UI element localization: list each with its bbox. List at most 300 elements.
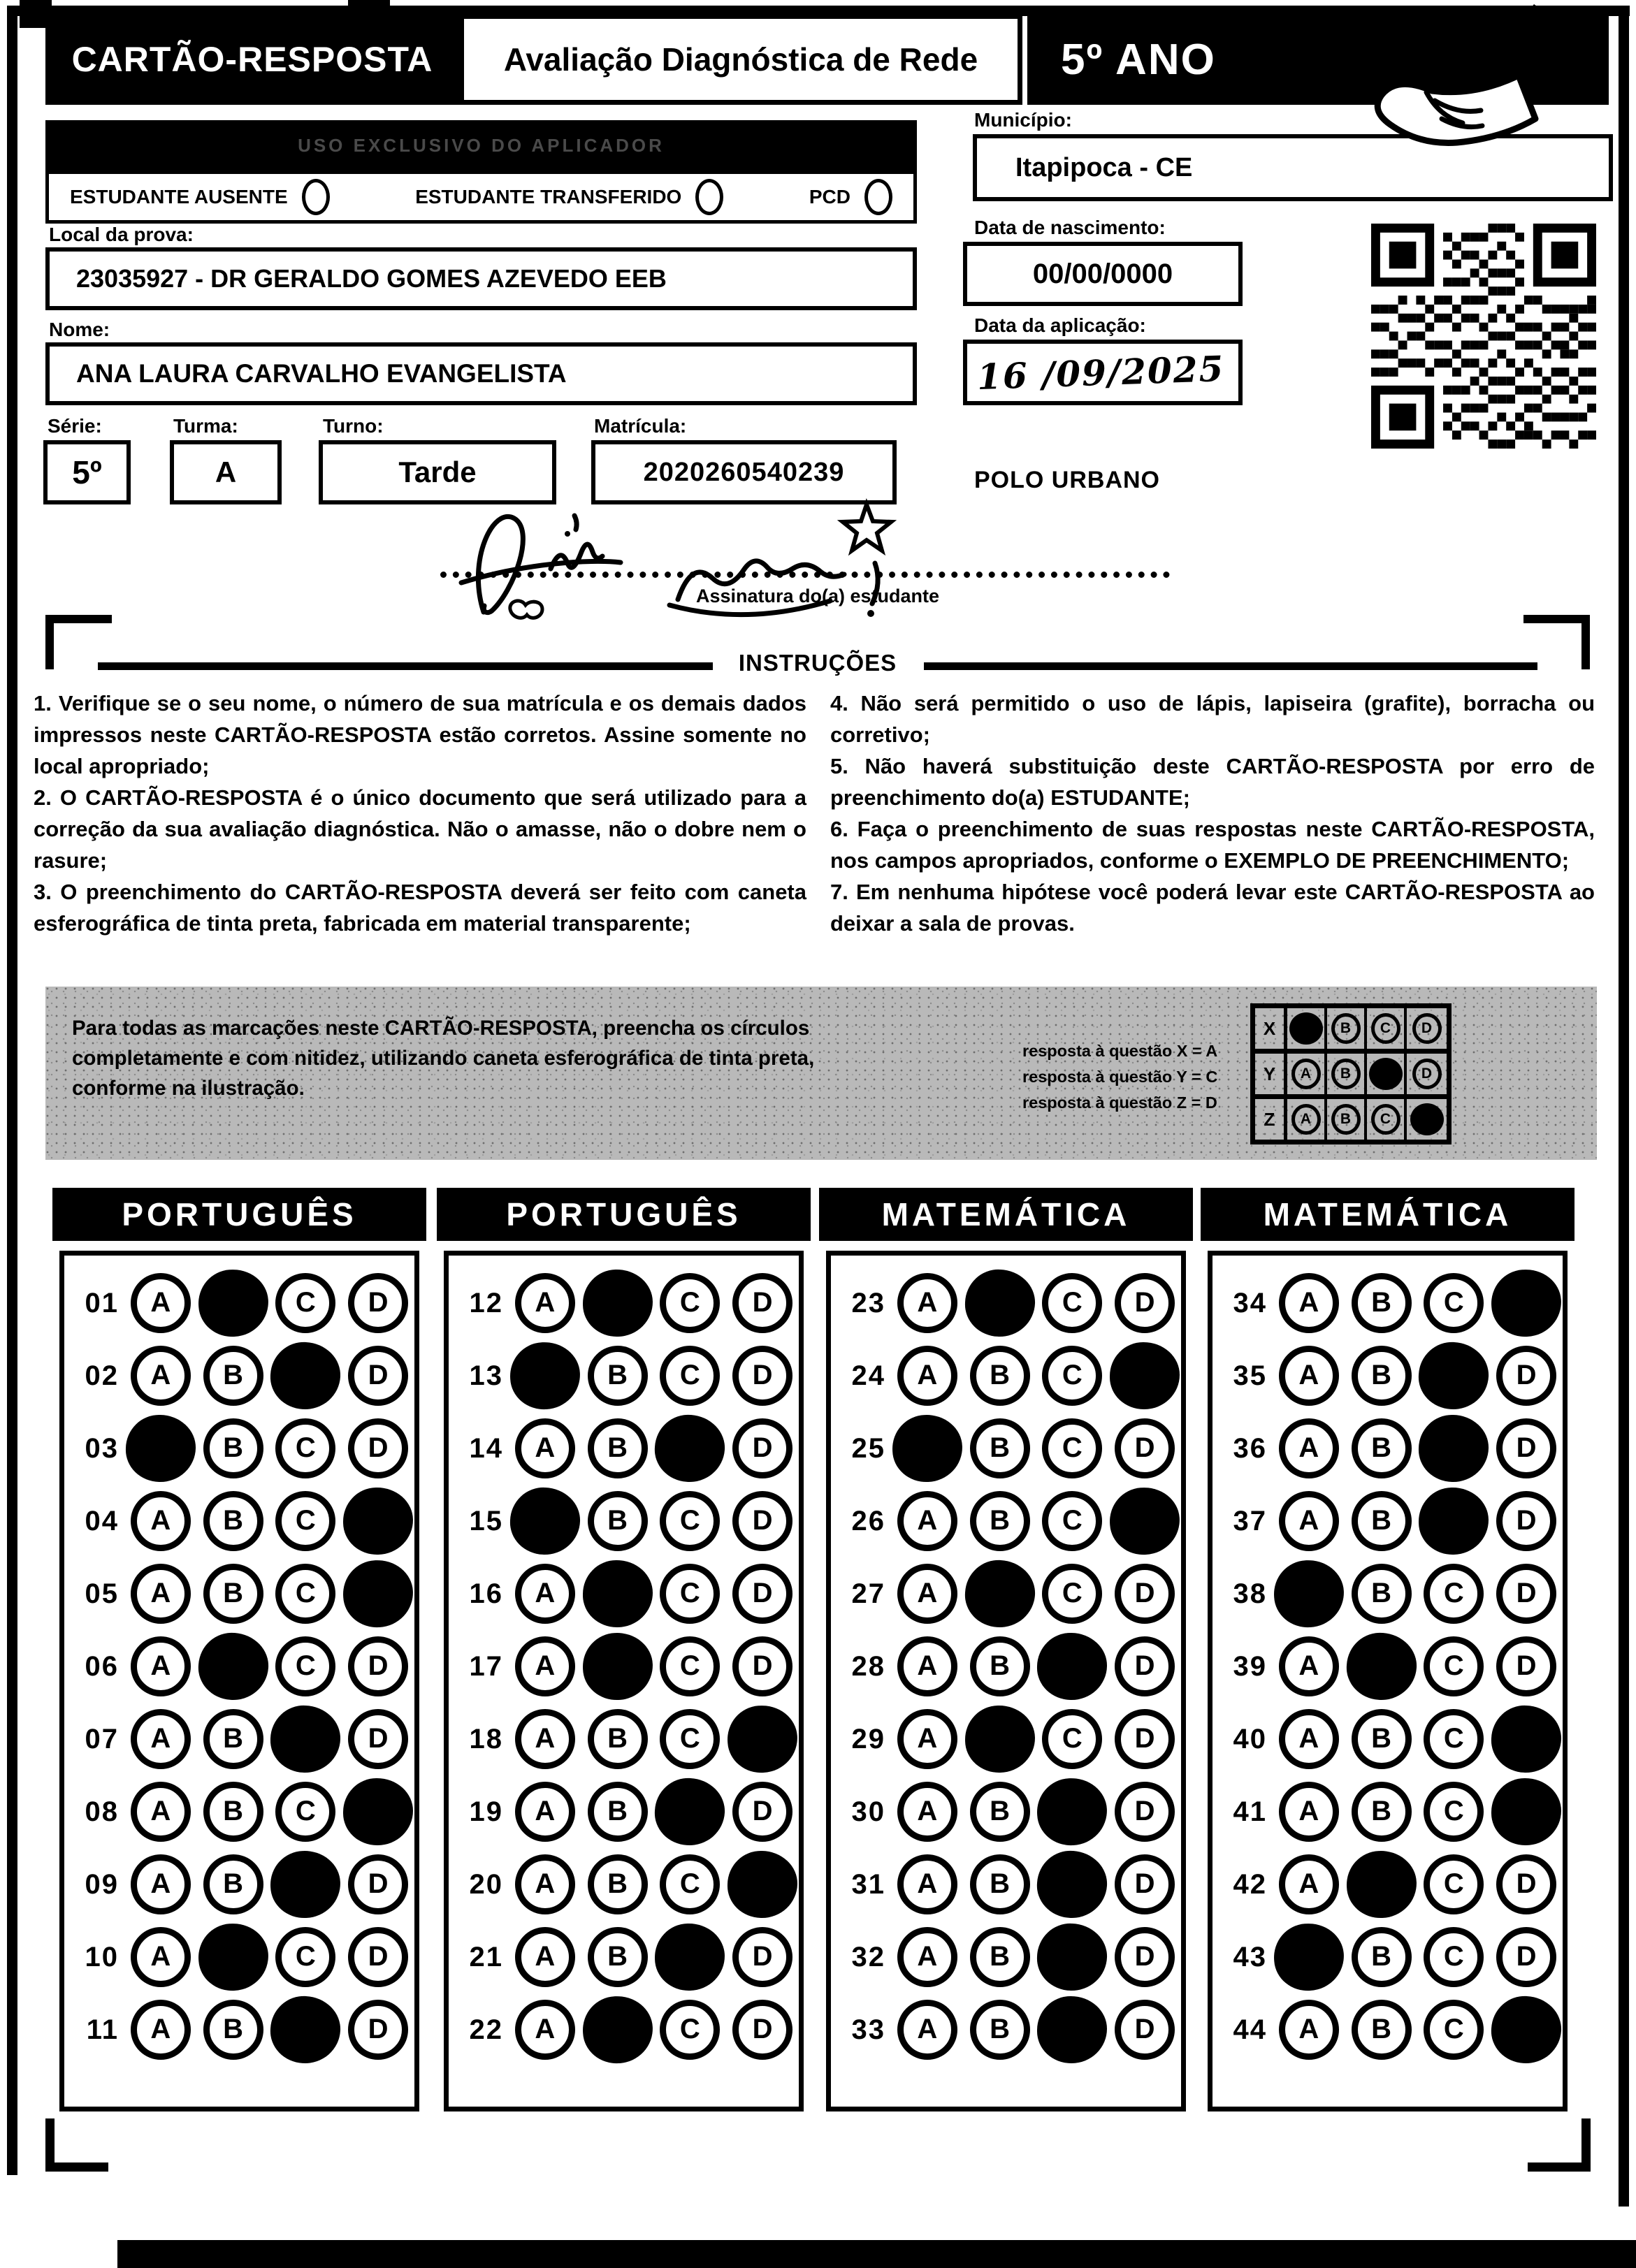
example-bubble-Z-C[interactable]: C [1371, 1104, 1400, 1135]
grade-label: 5º ANO [1061, 35, 1216, 84]
answer-bubble-25-C[interactable]: C [1042, 1418, 1102, 1478]
answer-box-4 [1208, 1251, 1568, 2111]
answer-bubble-36-B[interactable]: B [1352, 1418, 1412, 1478]
answer-bubble-13-B[interactable]: B [588, 1346, 648, 1406]
answer-bubble-12-A[interactable]: A [515, 1273, 575, 1333]
answer-bubble-03-B[interactable]: B [203, 1418, 263, 1478]
question-number: 40 [1233, 1723, 1267, 1754]
municipio-value: Itapipoca - CE [1015, 152, 1193, 182]
answer-bubble-42-C[interactable]: C [1424, 1854, 1484, 1914]
answer-bubble-05-B[interactable]: B [203, 1564, 263, 1624]
question-number: 09 [85, 1868, 119, 1900]
answer-bubble-35-C[interactable] [1417, 1340, 1491, 1411]
question-row [1212, 1412, 1563, 1485]
status-flag-circle[interactable] [695, 179, 723, 215]
instruction-item: 1. Verifique se o seu nome, o número de sua matrícula e os demais dados impressos neste CARTÃO-RESPOSTA estão corretos. Assine somente no local apropriado; [34, 691, 806, 778]
answer-bubble-33-C[interactable] [1037, 1996, 1107, 2063]
question-number: 36 [1233, 1432, 1267, 1464]
answer-bubble-10-D[interactable]: D [348, 1927, 408, 1987]
municipio-label: Município: [974, 109, 1072, 131]
answer-bubble-21-A[interactable]: A [515, 1927, 575, 1987]
answer-box-2 [444, 1251, 804, 2111]
answer-bubble-17-C[interactable]: C [660, 1636, 720, 1696]
assessment-name: Avaliação Diagnóstica de Rede [503, 41, 978, 78]
example-bubble-Y-C[interactable] [1369, 1058, 1403, 1090]
answer-bubble-04-A[interactable]: A [131, 1491, 191, 1551]
answer-bubble-20-D[interactable] [727, 1850, 798, 1919]
answer-bubble-44-C[interactable]: C [1424, 2000, 1484, 2060]
answer-bubble-12-D[interactable]: D [732, 1273, 792, 1333]
question-row [1212, 1267, 1563, 1339]
answer-bubble-31-B[interactable]: B [970, 1854, 1030, 1914]
answer-bubble-14-C[interactable] [653, 1413, 727, 1485]
example-legend-line: resposta à questão Z = D [1022, 1093, 1217, 1112]
answer-bubble-27-C[interactable]: C [1042, 1564, 1102, 1624]
answer-bubble-30-B[interactable]: B [970, 1782, 1030, 1842]
answer-bubble-24-C[interactable]: C [1042, 1346, 1102, 1406]
answer-bubble-41-C[interactable]: C [1424, 1782, 1484, 1842]
example-bubble-X-A[interactable] [1289, 1012, 1323, 1045]
answer-bubble-29-A[interactable]: A [897, 1709, 957, 1769]
answer-bubble-40-B[interactable]: B [1352, 1709, 1412, 1769]
question-number: 25 [851, 1432, 885, 1464]
turma-value: A [215, 456, 237, 488]
answer-bubble-37-C[interactable] [1419, 1487, 1490, 1555]
question-number: 05 [85, 1578, 119, 1609]
answer-bubble-16-A[interactable]: A [515, 1564, 575, 1624]
answer-bubble-18-D[interactable] [725, 1703, 799, 1775]
answer-bubble-02-A[interactable]: A [131, 1346, 191, 1406]
serie-value: 5º [72, 454, 102, 490]
answer-bubble-23-D[interactable]: D [1115, 1273, 1175, 1333]
answer-bubble-07-C[interactable] [270, 1704, 342, 1773]
answer-bubble-24-D[interactable] [1110, 1342, 1180, 1409]
answer-bubble-16-B[interactable] [583, 1560, 653, 1627]
answer-bubble-04-B[interactable]: B [203, 1491, 263, 1551]
answer-bubble-22-D[interactable]: D [732, 2000, 792, 2060]
question-row [831, 1630, 1181, 1703]
answer-bubble-17-A[interactable]: A [515, 1636, 575, 1696]
answer-bubble-05-C[interactable]: C [275, 1564, 335, 1624]
answer-bubble-38-C[interactable]: C [1424, 1564, 1484, 1624]
example-legend [1022, 1038, 1217, 1116]
registration-bracket-bottom-right [1528, 2118, 1591, 2172]
answer-bubble-01-C[interactable]: C [275, 1273, 335, 1333]
nome-field [45, 342, 917, 405]
answer-bubble-44-D[interactable] [1490, 1994, 1563, 2065]
question-number: 27 [851, 1578, 885, 1609]
answer-bubble-02-B[interactable]: B [203, 1346, 263, 1406]
answer-bubble-15-C[interactable]: C [660, 1491, 720, 1551]
answer-bubble-38-D[interactable]: D [1496, 1564, 1556, 1624]
answer-bubble-34-C[interactable]: C [1424, 1273, 1484, 1333]
answer-bubble-29-D[interactable]: D [1115, 1709, 1175, 1769]
answer-bubble-07-D[interactable]: D [348, 1709, 408, 1769]
answer-bubble-25-B[interactable]: B [970, 1418, 1030, 1478]
answer-bubble-19-B[interactable]: B [588, 1782, 648, 1842]
answer-bubble-22-B[interactable] [581, 1994, 654, 2065]
nascimento-label: Data de nascimento: [974, 217, 1166, 238]
answer-bubble-06-A[interactable]: A [131, 1636, 191, 1696]
matricula-value: 2020260540239 [643, 457, 845, 487]
instructions-title: INSTRUÇÕES [738, 650, 897, 676]
answer-bubble-23-A[interactable]: A [897, 1273, 957, 1333]
instruction-item: 7. Em nenhuma hipótese você poderá levar este CARTÃO-RESPOSTA ao deixar a sala de provas. [830, 880, 1595, 936]
turno-label: Turno: [323, 415, 384, 437]
answer-bubble-13-D[interactable]: D [732, 1346, 792, 1406]
answer-bubble-32-C[interactable] [1036, 1922, 1108, 1991]
answer-bubble-43-B[interactable]: B [1352, 1927, 1412, 1987]
answer-bubble-07-A[interactable]: A [131, 1709, 191, 1769]
aplicacao-handwritten-value: 16 /09/2025 [976, 347, 1226, 398]
example-bubble-Y-B[interactable]: B [1331, 1059, 1361, 1089]
answer-bubble-11-C[interactable] [269, 1994, 342, 2065]
question-number: 30 [851, 1796, 885, 1827]
question-number: 18 [469, 1723, 503, 1754]
example-row-label: Y [1255, 1054, 1287, 1094]
answer-bubble-24-B[interactable]: B [970, 1346, 1030, 1406]
answer-bubble-03-D[interactable]: D [348, 1418, 408, 1478]
question-number: 20 [469, 1868, 503, 1900]
answer-bubble-20-A[interactable]: A [515, 1854, 575, 1914]
section-title-4 [1201, 1188, 1575, 1241]
answer-bubble-14-D[interactable]: D [732, 1418, 792, 1478]
answer-bubble-16-C[interactable]: C [660, 1564, 720, 1624]
question-row [831, 1921, 1181, 1993]
question-number: 24 [851, 1360, 885, 1391]
answer-bubble-40-D[interactable] [1490, 1704, 1562, 1773]
answer-bubble-04-D[interactable] [342, 1487, 414, 1555]
answer-bubble-01-A[interactable]: A [131, 1273, 191, 1333]
question-row [64, 1848, 414, 1921]
answer-bubble-36-C[interactable] [1419, 1414, 1490, 1483]
answer-bubble-23-B[interactable] [964, 1268, 1036, 1337]
example-row-label: Z [1255, 1099, 1287, 1140]
question-number: 21 [469, 1941, 503, 1972]
question-row [64, 1267, 414, 1339]
answer-bubble-23-C[interactable]: C [1042, 1273, 1102, 1333]
signature-line [440, 572, 1170, 578]
registration-tick-top [348, 0, 390, 8]
answer-bubble-42-A[interactable]: A [1279, 1854, 1339, 1914]
section-title-3 [819, 1188, 1193, 1241]
question-row [64, 1557, 414, 1630]
local-prova-label: Local da prova: [49, 224, 194, 245]
answer-bubble-19-C[interactable] [653, 1776, 727, 1847]
answer-bubble-28-A[interactable]: A [897, 1636, 957, 1696]
example-bubble-Y-A[interactable]: A [1291, 1059, 1321, 1089]
frame-right [1619, 6, 1629, 2207]
example-row-label: X [1255, 1008, 1287, 1049]
answer-bubble-29-B[interactable] [964, 1705, 1036, 1773]
answer-bubble-30-C[interactable] [1036, 1776, 1109, 1847]
question-number: 44 [1233, 2014, 1267, 2045]
answer-bubble-08-A[interactable]: A [131, 1782, 191, 1842]
answer-bubble-11-D[interactable]: D [348, 2000, 408, 2060]
answer-bubble-41-A[interactable]: A [1279, 1782, 1339, 1842]
answer-bubble-28-C[interactable] [1037, 1632, 1108, 1701]
answer-bubble-06-C[interactable]: C [275, 1636, 335, 1696]
answer-bubble-33-D[interactable]: D [1115, 2000, 1175, 2060]
answer-bubble-20-B[interactable]: B [588, 1854, 648, 1914]
question-row [449, 1557, 799, 1630]
answer-bubble-26-D[interactable] [1108, 1485, 1182, 1557]
frame-left [7, 6, 17, 2175]
answer-bubble-03-A[interactable] [125, 1414, 196, 1483]
answer-bubble-35-A[interactable]: A [1279, 1346, 1339, 1406]
answer-bubble-13-A[interactable] [508, 1340, 581, 1411]
answer-bubble-06-B[interactable] [196, 1631, 270, 1703]
question-number: 07 [85, 1723, 119, 1754]
question-row [831, 1412, 1181, 1485]
question-number: 35 [1233, 1360, 1267, 1391]
answer-bubble-26-C[interactable]: C [1042, 1491, 1102, 1551]
answer-bubble-44-B[interactable]: B [1352, 2000, 1412, 2060]
answer-bubble-27-A[interactable]: A [897, 1564, 957, 1624]
answer-bubble-06-D[interactable]: D [348, 1636, 408, 1696]
question-row [831, 1848, 1181, 1921]
example-legend-line: resposta à questão Y = C [1022, 1068, 1218, 1086]
question-row [64, 1775, 414, 1848]
answer-bubble-37-B[interactable]: B [1352, 1491, 1412, 1551]
answer-bubble-19-D[interactable]: D [732, 1782, 792, 1842]
question-row [831, 1485, 1181, 1557]
answer-bubble-18-B[interactable]: B [588, 1709, 648, 1769]
answer-bubble-33-B[interactable]: B [970, 2000, 1030, 2060]
instructions-col-left [34, 688, 806, 939]
question-row [64, 1339, 414, 1412]
question-number: 43 [1233, 1941, 1267, 1972]
answer-bubble-10-C[interactable]: C [275, 1927, 335, 1987]
example-bubble-Y-D[interactable]: D [1412, 1059, 1442, 1089]
question-number: 08 [85, 1796, 119, 1827]
nome-label: Nome: [49, 319, 110, 340]
answer-bubble-18-C[interactable]: C [660, 1709, 720, 1769]
answer-bubble-12-B[interactable] [582, 1269, 653, 1337]
answer-bubble-33-A[interactable]: A [897, 2000, 957, 2060]
instructions-rule-left [98, 662, 713, 670]
answer-bubble-17-B[interactable] [581, 1631, 653, 1701]
example-bubble-Z-D[interactable] [1410, 1103, 1444, 1135]
answer-bubble-34-A[interactable]: A [1279, 1273, 1339, 1333]
answer-bubble-41-D[interactable] [1491, 1778, 1561, 1845]
answer-bubble-31-C[interactable] [1035, 1849, 1109, 1921]
answer-bubble-31-D[interactable]: D [1115, 1854, 1175, 1914]
answer-bubble-37-D[interactable]: D [1496, 1491, 1556, 1551]
answer-bubble-40-A[interactable]: A [1279, 1709, 1339, 1769]
turno-value: Tarde [398, 456, 477, 488]
answer-bubble-02-C[interactable] [269, 1340, 342, 1411]
answer-bubble-35-B[interactable]: B [1352, 1346, 1412, 1406]
answer-bubble-18-A[interactable]: A [515, 1709, 575, 1769]
answer-bubble-11-A[interactable]: A [131, 2000, 191, 2060]
example-legend-line: resposta à questão X = A [1022, 1042, 1218, 1060]
question-number: 41 [1233, 1796, 1267, 1827]
answer-bubble-10-B[interactable] [196, 1921, 270, 1993]
answer-bubble-36-D[interactable]: D [1496, 1418, 1556, 1478]
question-row [831, 1557, 1181, 1630]
answer-bubble-15-D[interactable]: D [732, 1491, 792, 1551]
question-row [64, 1412, 414, 1485]
turma-field [170, 440, 282, 504]
answer-bubble-15-B[interactable]: B [588, 1491, 648, 1551]
answer-bubble-20-C[interactable]: C [660, 1854, 720, 1914]
answer-bubble-14-A[interactable]: A [515, 1418, 575, 1478]
answer-bubble-09-A[interactable]: A [131, 1854, 191, 1914]
answer-bubble-21-B[interactable]: B [588, 1927, 648, 1987]
turma-label: Turma: [173, 415, 238, 437]
example-bubble-X-D[interactable]: D [1412, 1013, 1442, 1044]
answer-bubble-09-B[interactable]: B [203, 1854, 263, 1914]
answer-bubble-25-A[interactable] [891, 1413, 963, 1483]
answer-bubble-10-A[interactable]: A [131, 1927, 191, 1987]
status-flags-row [45, 170, 917, 224]
question-number: 33 [851, 2014, 885, 2045]
answer-bubble-12-C[interactable]: C [660, 1273, 720, 1333]
question-row [831, 1993, 1181, 2066]
answer-bubble-43-C[interactable]: C [1424, 1927, 1484, 1987]
question-row [449, 1412, 799, 1485]
answer-bubble-44-A[interactable]: A [1279, 2000, 1339, 2060]
question-row [831, 1703, 1181, 1775]
serie-field [43, 440, 131, 504]
answer-bubble-15-A[interactable] [509, 1486, 581, 1555]
question-number: 19 [469, 1796, 503, 1827]
question-number: 34 [1233, 1287, 1267, 1318]
fill-example-box [45, 987, 1597, 1160]
status-flag-circle[interactable] [864, 179, 892, 215]
answer-bubble-25-D[interactable]: D [1115, 1418, 1175, 1478]
answer-bubble-11-B[interactable]: B [203, 2000, 263, 2060]
answer-bubble-13-C[interactable]: C [660, 1346, 720, 1406]
example-grid-row [1255, 1054, 1447, 1099]
instruction-item: 6. Faça o preenchimento de suas respostas neste CARTÃO-RESPOSTA, nos campos apropriados, conforme o EXEMPLO DE PREENCHIMENTO; [830, 817, 1595, 873]
section-title-label: MATEMÁTICA [881, 1196, 1131, 1233]
instructions-col-right [830, 688, 1595, 939]
answer-bubble-38-A[interactable] [1272, 1558, 1345, 1629]
example-bubble-Z-A[interactable]: A [1291, 1104, 1321, 1135]
question-number: 32 [851, 1941, 885, 1972]
question-number: 29 [851, 1723, 885, 1754]
answer-bubble-19-A[interactable]: A [515, 1782, 575, 1842]
answer-bubble-32-B[interactable]: B [970, 1927, 1030, 1987]
answer-bubble-24-A[interactable]: A [897, 1346, 957, 1406]
answer-bubble-17-D[interactable]: D [732, 1636, 792, 1696]
status-flag [70, 179, 330, 215]
answer-bubble-26-A[interactable]: A [897, 1491, 957, 1551]
answer-bubble-28-D[interactable]: D [1115, 1636, 1175, 1696]
answer-bubble-08-B[interactable]: B [203, 1782, 263, 1842]
answer-bubble-14-B[interactable]: B [588, 1418, 648, 1478]
answer-bubble-29-C[interactable]: C [1042, 1709, 1102, 1769]
answer-bubble-27-D[interactable]: D [1115, 1564, 1175, 1624]
answer-bubble-32-D[interactable]: D [1115, 1927, 1175, 1987]
answer-bubble-27-B[interactable] [963, 1558, 1036, 1629]
instruction-item: 2. O CARTÃO-RESPOSTA é o único documento que será utilizado para a correção da sua avaliação diagnóstica. Não o amasse, não o dobre nem o rasure; [34, 785, 806, 873]
answer-bubble-07-B[interactable]: B [203, 1709, 263, 1769]
answer-bubble-37-A[interactable]: A [1279, 1491, 1339, 1551]
answer-bubble-08-C[interactable]: C [275, 1782, 335, 1842]
example-bubble-Z-B[interactable]: B [1331, 1104, 1361, 1135]
answer-bubble-42-B[interactable] [1345, 1849, 1417, 1919]
answer-bubble-05-A[interactable]: A [131, 1564, 191, 1624]
answer-bubble-09-D[interactable]: D [348, 1854, 408, 1914]
question-number: 14 [469, 1432, 503, 1464]
answer-bubble-35-D[interactable]: D [1496, 1346, 1556, 1406]
answer-bubble-38-B[interactable]: B [1352, 1564, 1412, 1624]
answer-bubble-01-B[interactable] [196, 1267, 270, 1339]
question-row [1212, 1921, 1563, 1993]
answer-bubble-05-D[interactable] [342, 1558, 415, 1629]
answer-bubble-21-C[interactable] [655, 1923, 726, 1991]
answer-bubble-04-C[interactable]: C [275, 1491, 335, 1551]
aplicacao-field [963, 340, 1243, 405]
question-number: 12 [469, 1287, 503, 1318]
answer-bubble-39-B[interactable] [1344, 1631, 1418, 1703]
answer-bubble-21-D[interactable]: D [732, 1927, 792, 1987]
status-flag [809, 179, 892, 215]
answer-bubble-43-A[interactable] [1272, 1921, 1346, 1993]
answer-bubble-22-C[interactable]: C [660, 2000, 720, 2060]
example-bubble-X-C[interactable]: C [1371, 1013, 1400, 1044]
answer-bubble-39-D[interactable]: D [1496, 1636, 1556, 1696]
question-number: 38 [1233, 1578, 1267, 1609]
answer-bubble-32-A[interactable]: A [897, 1927, 957, 1987]
status-flag-label: ESTUDANTE TRANSFERIDO [415, 186, 682, 208]
answer-bubble-16-D[interactable]: D [732, 1564, 792, 1624]
question-row [1212, 1775, 1563, 1848]
question-row [1212, 1630, 1563, 1703]
status-flag-label: PCD [809, 186, 850, 208]
answer-bubble-34-D[interactable] [1489, 1267, 1563, 1339]
answer-bubble-42-D[interactable]: D [1496, 1854, 1556, 1914]
answer-box-1 [59, 1251, 419, 2111]
answer-bubble-03-C[interactable]: C [275, 1418, 335, 1478]
question-number: 10 [85, 1941, 119, 1972]
scan-edge-bar [117, 2240, 1636, 2268]
answer-bubble-26-B[interactable]: B [970, 1491, 1030, 1551]
question-row [64, 1921, 414, 1993]
question-row [64, 1993, 414, 2066]
status-flag-circle[interactable] [302, 179, 330, 215]
answer-bubble-08-D[interactable] [343, 1778, 413, 1845]
answer-bubble-31-A[interactable]: A [897, 1854, 957, 1914]
answer-bubble-30-A[interactable]: A [897, 1782, 957, 1842]
example-bubble-X-B[interactable]: B [1331, 1013, 1361, 1044]
answer-bubble-43-D[interactable]: D [1496, 1927, 1556, 1987]
answer-bubble-41-B[interactable]: B [1352, 1782, 1412, 1842]
answer-bubble-39-C[interactable]: C [1424, 1636, 1484, 1696]
question-row [449, 1339, 799, 1412]
answer-bubble-09-C[interactable] [270, 1849, 342, 1919]
nascimento-field [963, 242, 1243, 306]
answer-bubble-34-B[interactable]: B [1352, 1273, 1412, 1333]
question-row [449, 1485, 799, 1557]
signature-caption: Assinatura do(a) estudante [695, 586, 940, 606]
local-prova-field [45, 247, 917, 310]
answer-bubble-40-C[interactable]: C [1424, 1709, 1484, 1769]
answer-bubble-36-A[interactable]: A [1279, 1418, 1339, 1478]
answer-bubble-39-A[interactable]: A [1279, 1636, 1339, 1696]
registration-bracket-bottom-left [45, 2118, 108, 2172]
section-title-1 [52, 1188, 426, 1241]
answer-bubble-30-D[interactable]: D [1115, 1782, 1175, 1842]
question-row [449, 1703, 799, 1775]
answer-bubble-22-A[interactable]: A [515, 2000, 575, 2060]
answer-bubble-28-B[interactable]: B [970, 1636, 1030, 1696]
answer-bubble-02-D[interactable]: D [348, 1346, 408, 1406]
answer-bubble-01-D[interactable]: D [348, 1273, 408, 1333]
